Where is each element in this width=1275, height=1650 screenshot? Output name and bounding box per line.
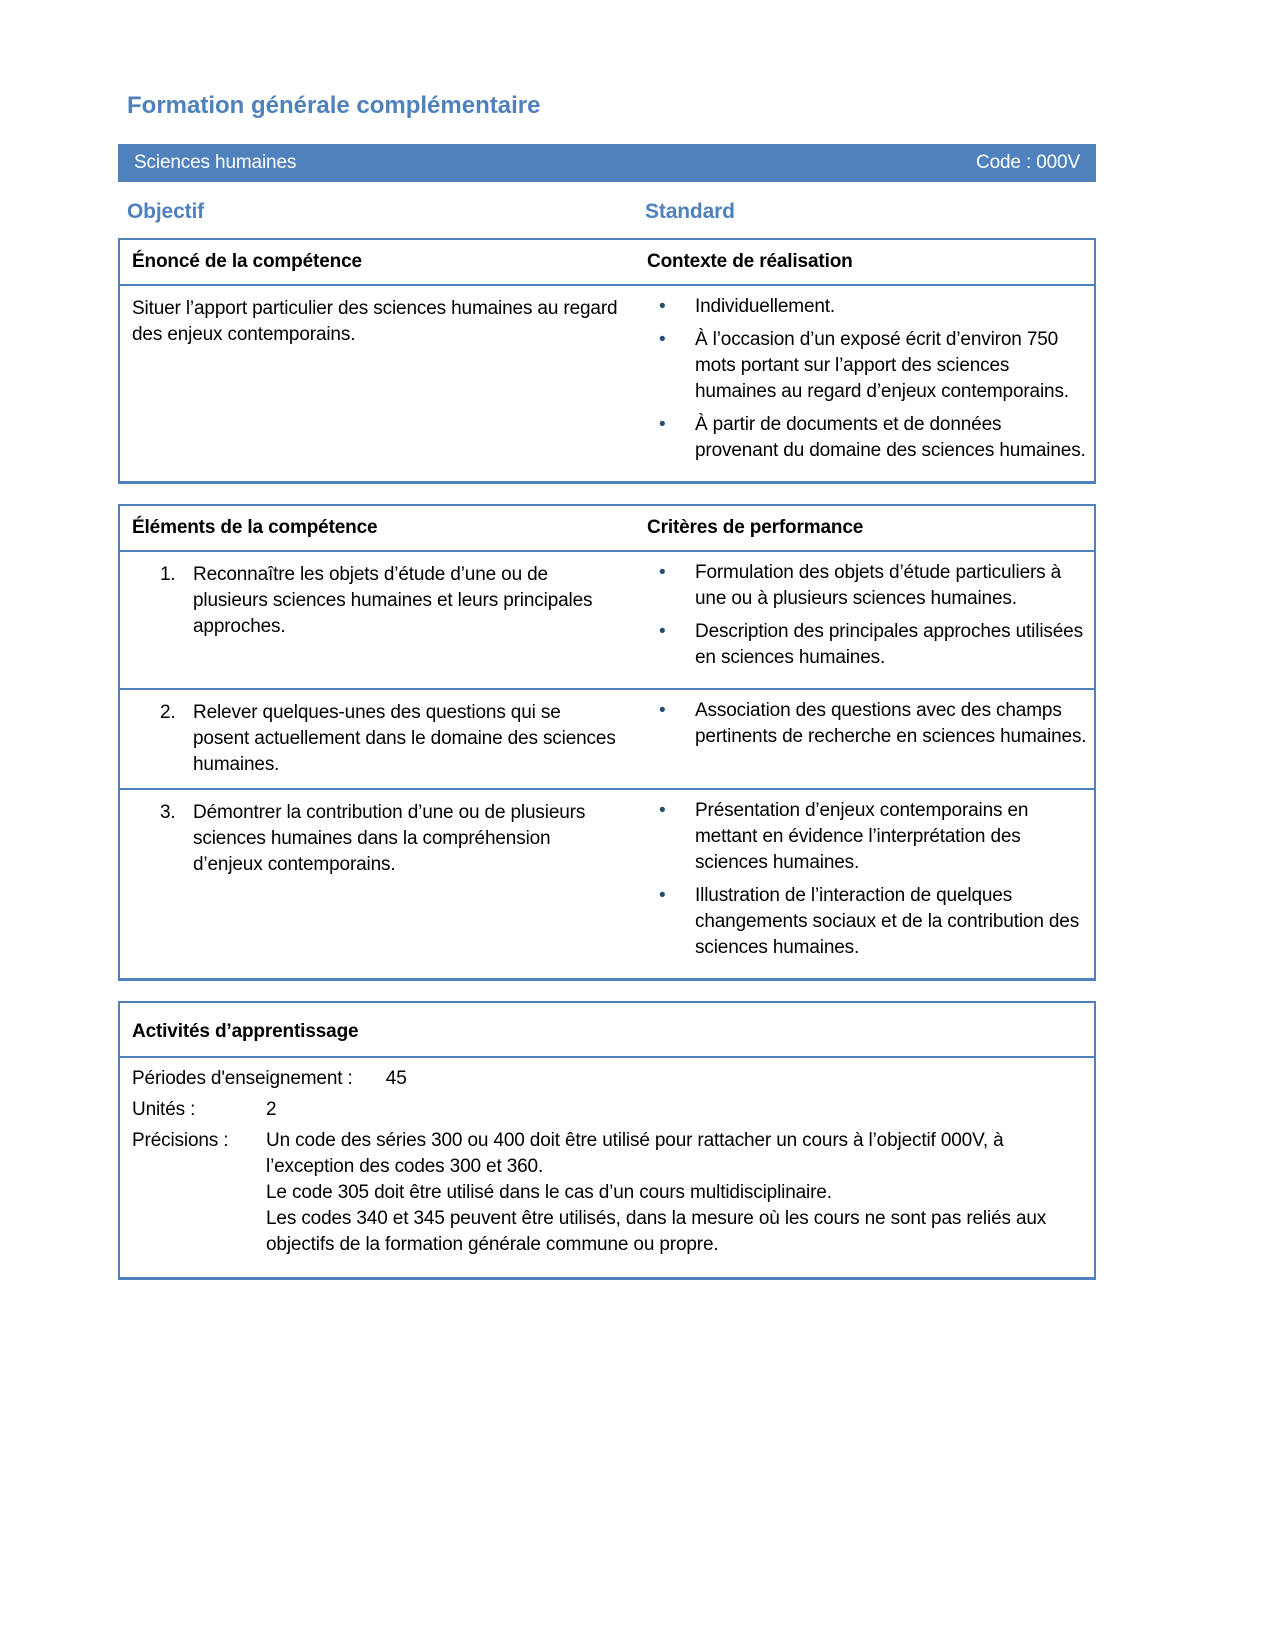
- element-text: Démontrer la contribution d’une ou de plusieurs sciences humaines dans la compréhension d’enjeux contemporains.: [193, 802, 586, 875]
- bullet-icon: •: [659, 800, 666, 821]
- element-row: [120, 552, 1094, 688]
- contexte-header: Contexte de réalisation: [647, 251, 853, 272]
- bullet-icon: •: [659, 885, 666, 906]
- element-number: 3.: [160, 802, 176, 823]
- precision-line: Les codes 340 et 345 peuvent être utilisés, dans la mesure où les cours ne sont pas reliés aux objectifs de la formation générale commune ou propre.: [266, 1208, 1047, 1255]
- units-label: Unités :: [132, 1099, 196, 1120]
- criteria-bullet-text: Description des principales approches utilisées en sciences humaines.: [695, 621, 1083, 668]
- context-bullet-list: [647, 294, 1088, 464]
- competence-table: [118, 238, 1096, 484]
- element-row: [120, 788, 1094, 978]
- context-bullet-item: [647, 327, 1088, 405]
- criteria-bullet-item: [647, 883, 1088, 961]
- criteria-bullet-text: Association des questions avec des champs pertinents de recherche en sciences humaines.: [695, 700, 1087, 747]
- element-cell: [120, 552, 647, 688]
- precision-line: Un code des séries 300 ou 400 doit être utilisé pour rattacher un cours à l’objectif 000V, à l’exception des codes 300 et 360.: [266, 1130, 1004, 1177]
- periods-row: [132, 1066, 1082, 1092]
- page-title: Formation générale complémentaire: [127, 92, 541, 119]
- bullet-icon: •: [659, 329, 666, 350]
- competence-table-header: [120, 240, 1094, 286]
- criteria-bullet-item: [647, 560, 1088, 612]
- criteria-bullet-list: [647, 560, 1088, 671]
- context-bullet-text: Individuellement.: [695, 296, 836, 317]
- context-bullet-text: À l’occasion d’un exposé écrit d’environ 750 mots portant sur l’apport des sciences humaines au regard d’enjeux contemporains.: [695, 329, 1069, 402]
- criteria-cell: [647, 690, 1094, 788]
- bullet-icon: •: [659, 700, 666, 721]
- column-header-standard: Standard: [645, 200, 735, 223]
- criteria-cell: [647, 790, 1094, 978]
- criteria-bullet-list: [647, 798, 1088, 961]
- criteria-cell: [647, 552, 1094, 688]
- element-cell: [120, 690, 647, 788]
- element-text: Reconnaître les objets d’étude d’une ou de plusieurs sciences humaines et leurs principales approches.: [193, 564, 593, 637]
- column-header-objectif: Objectif: [127, 200, 204, 223]
- subject-label: Sciences humaines: [134, 152, 297, 173]
- bullet-icon: •: [659, 621, 666, 642]
- bullet-icon: •: [659, 562, 666, 583]
- element-cell: [120, 790, 647, 978]
- element-row: [120, 688, 1094, 788]
- bullet-icon: •: [659, 296, 666, 317]
- periods-label: Périodes d'enseignement :: [132, 1068, 353, 1089]
- element-number: 2.: [160, 702, 176, 723]
- elements-table: [118, 504, 1096, 981]
- precisions-row: [132, 1128, 1082, 1258]
- context-bullet-item: [647, 412, 1088, 464]
- activities-body: [120, 1058, 1094, 1277]
- element-number: 1.: [160, 564, 176, 585]
- criteria-bullet-text: Formulation des objets d’étude particuliers à une ou à plusieurs sciences humaines.: [695, 562, 1062, 609]
- units-value: 2: [266, 1099, 277, 1120]
- context-cell: [647, 286, 1094, 481]
- competence-row: [120, 286, 1094, 481]
- criteria-bullet-item: [647, 619, 1088, 671]
- context-bullet-item: [647, 294, 1088, 320]
- context-bullet-text: À partir de documents et de données provenant du domaine des sciences humaines.: [695, 414, 1086, 461]
- enonce-header: Énoncé de la compétence: [132, 251, 362, 272]
- precisions-content: [266, 1128, 1082, 1258]
- units-row: [132, 1097, 1082, 1123]
- precisions-label: Précisions :: [132, 1130, 229, 1151]
- bullet-icon: •: [659, 414, 666, 435]
- competence-statement: Situer l’apport particulier des sciences humaines au regard des enjeux contemporains.: [132, 298, 618, 345]
- subject-band: [118, 144, 1096, 182]
- criteria-bullet-text: Présentation d’enjeux contemporains en mettant en évidence l’interprétation des sciences humaines.: [695, 800, 1029, 873]
- criteria-bullet-item: [647, 798, 1088, 876]
- activities-table: [118, 1001, 1096, 1280]
- column-headers: [118, 200, 1096, 224]
- elements-table-header: [120, 506, 1094, 552]
- criteria-bullet-list: [647, 698, 1088, 750]
- criteria-bullet-item: [647, 698, 1088, 750]
- criteres-header: Critères de performance: [647, 517, 864, 538]
- elements-header: Éléments de la compétence: [132, 517, 378, 538]
- precision-line: Le code 305 doit être utilisé dans le cas d’un cours multidisciplinaire.: [266, 1182, 832, 1203]
- activities-header: Activités d’apprentissage: [120, 1003, 1094, 1058]
- periods-value: 45: [385, 1068, 407, 1089]
- criteria-bullet-text: Illustration de l’interaction de quelques changements sociaux et de la contribution des sciences humaines.: [695, 885, 1080, 958]
- code-label: Code : 000V: [976, 152, 1080, 173]
- element-text: Relever quelques-unes des questions qui se posent actuellement dans le domaine des sciences humaines.: [193, 702, 616, 775]
